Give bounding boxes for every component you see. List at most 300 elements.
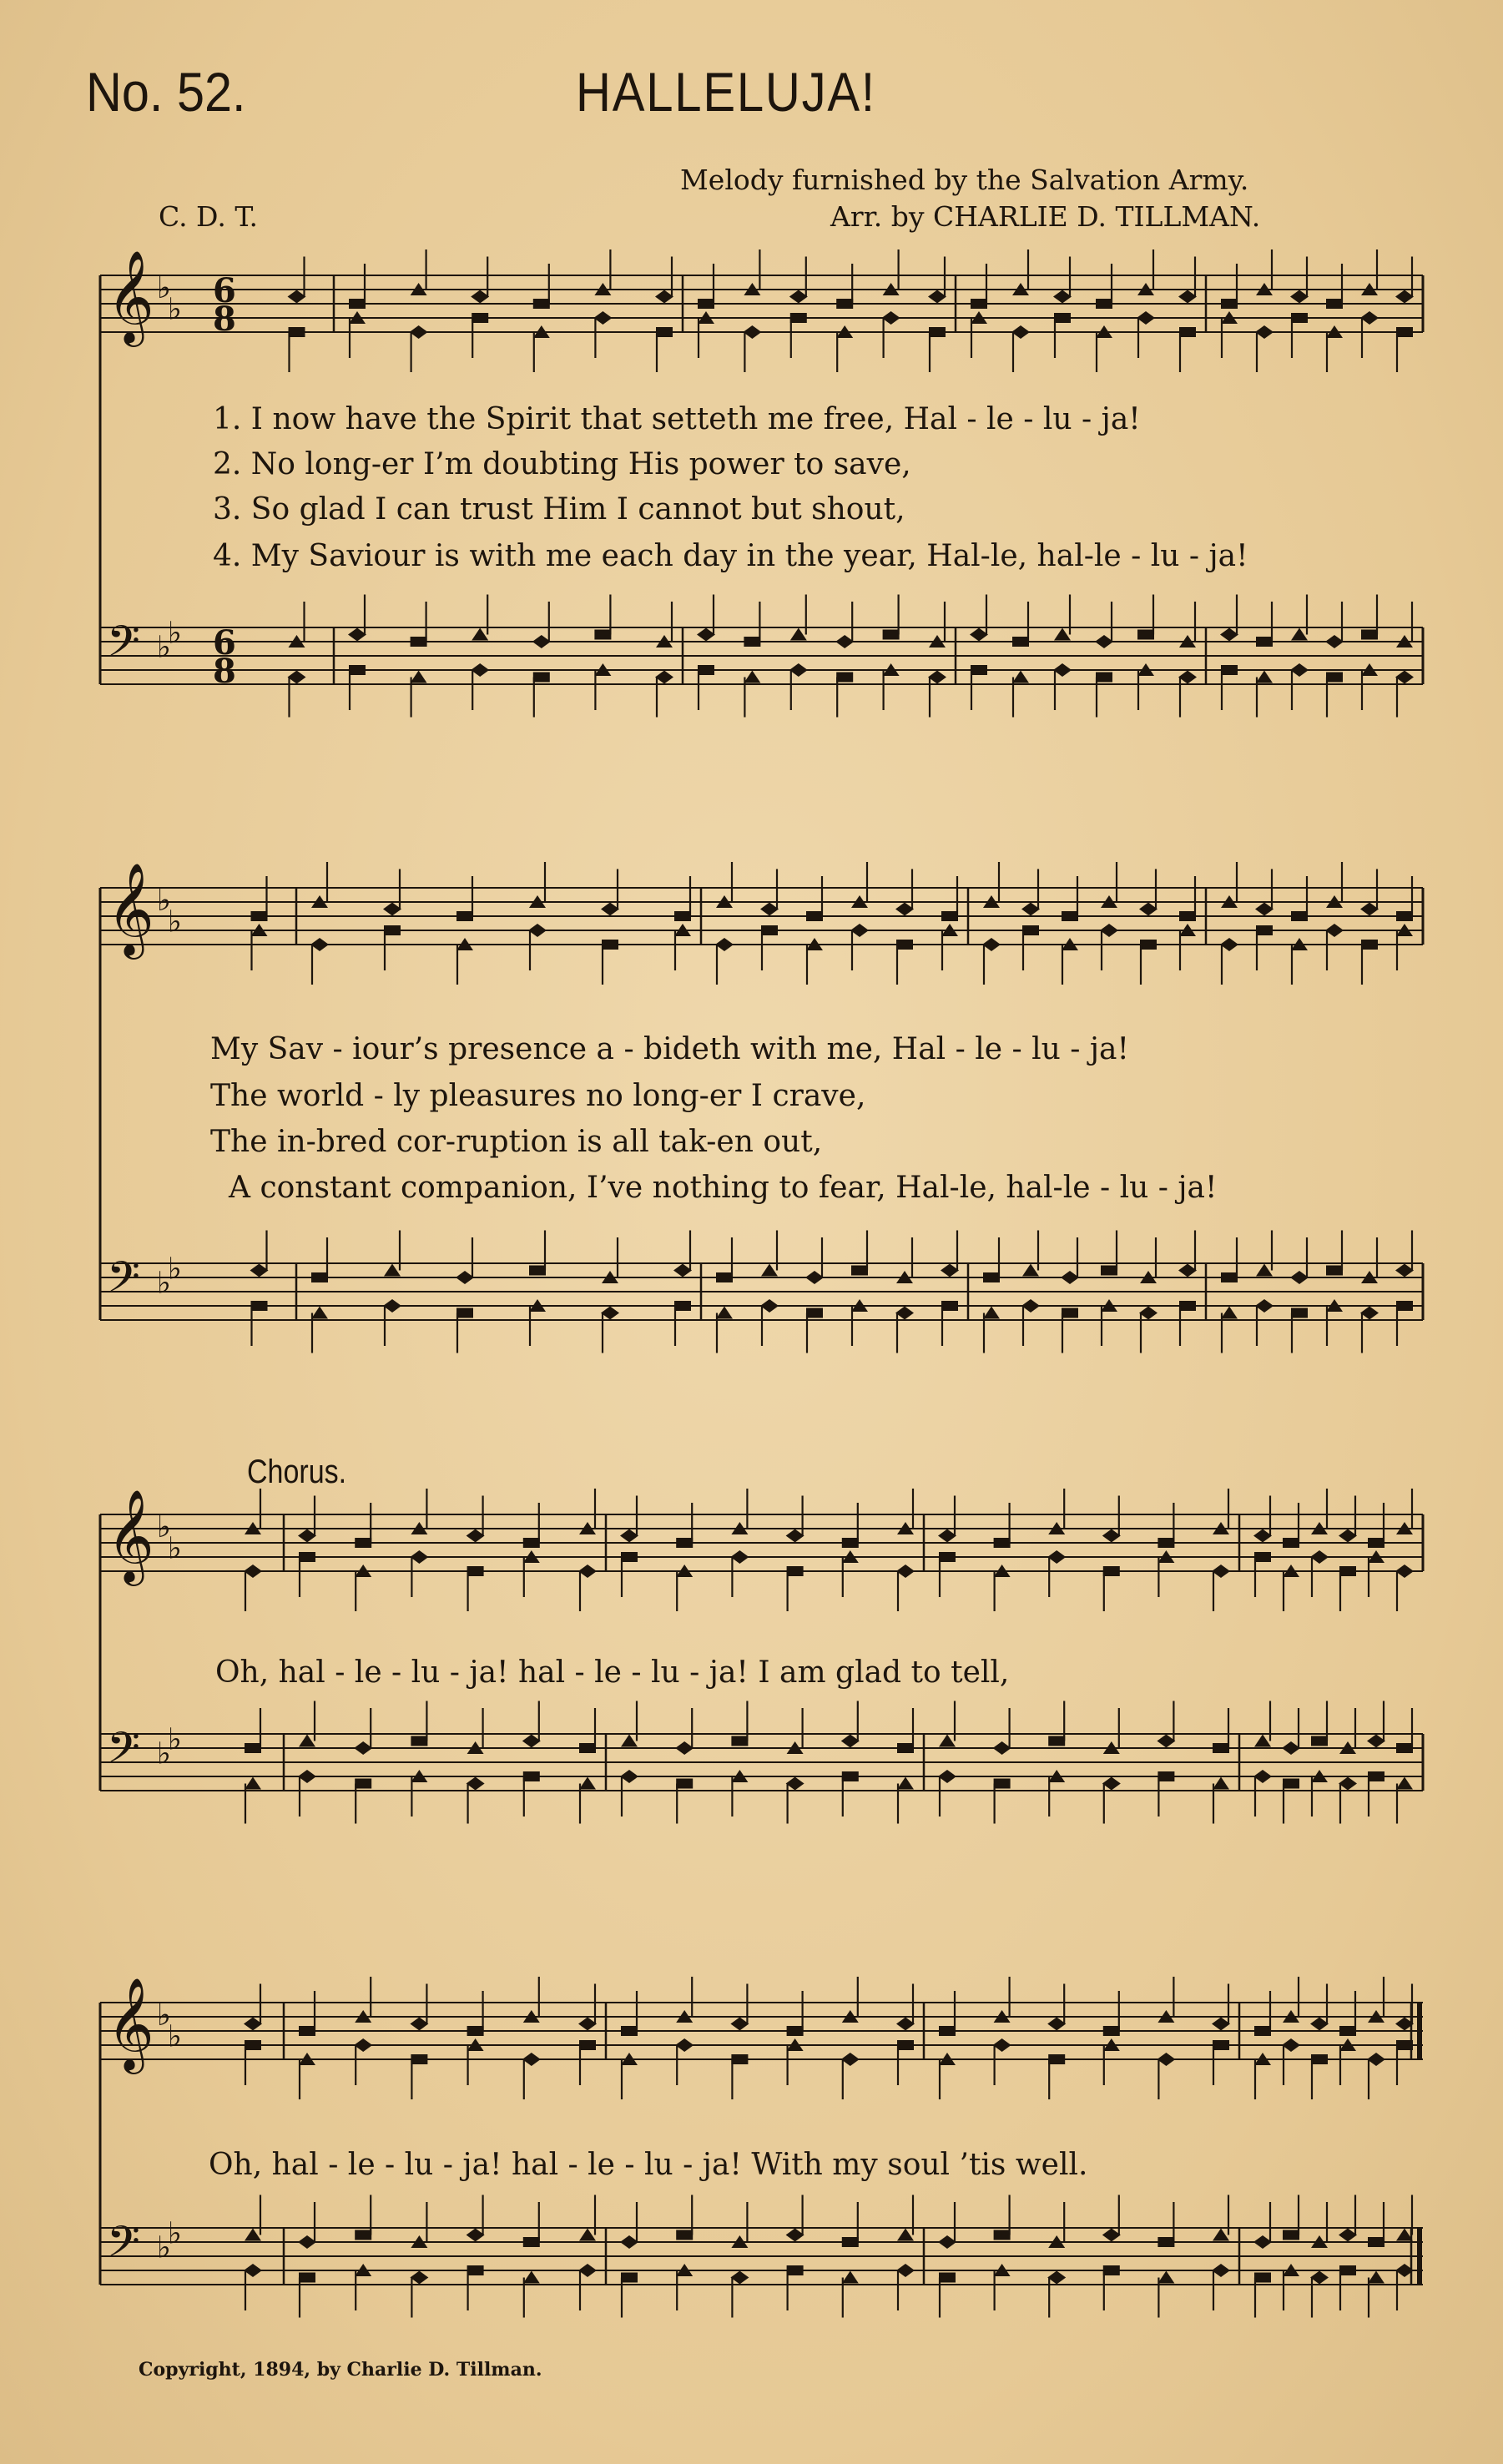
note-head	[1103, 2026, 1120, 2036]
copyright-notice: Copyright, 1894, by Charlie D. Tillman.	[139, 2359, 542, 2381]
note-head	[245, 1777, 261, 1790]
note-head	[1395, 290, 1414, 304]
note-head	[620, 1529, 638, 1543]
note-head	[1368, 2237, 1384, 2247]
note-head	[731, 1736, 748, 1746]
note-head	[971, 299, 987, 309]
note-head	[994, 1779, 1011, 1789]
note-head	[676, 2230, 693, 2240]
note-head	[835, 635, 854, 648]
note-head	[467, 2265, 484, 2275]
note-head	[354, 2038, 372, 2052]
note-head	[842, 2237, 859, 2247]
flat-sign-icon: ♭	[168, 904, 182, 940]
note-head	[299, 2273, 315, 2283]
note-head	[1254, 1735, 1271, 1747]
flat-sign-icon: ♭	[168, 616, 182, 651]
note-head	[1396, 2040, 1413, 2050]
note-head	[620, 2235, 638, 2249]
note-head	[411, 637, 427, 647]
note-head	[1326, 673, 1343, 683]
chorus-label: Chorus.	[247, 1454, 347, 1490]
note-head	[941, 911, 958, 921]
note-head	[1367, 1735, 1385, 1748]
verse-1-line-b: My Sav - iour’s presence a - bideth with me, Hal - le - lu - ja!	[210, 1032, 1129, 1066]
note-head	[929, 327, 946, 337]
note-head	[411, 1736, 427, 1746]
note-head	[522, 1735, 541, 1748]
note-head	[594, 630, 611, 640]
note-head	[1221, 299, 1238, 309]
note-head	[895, 903, 914, 916]
note-head	[456, 1271, 474, 1284]
note-head	[1254, 1552, 1271, 1562]
verse-2-line-b: The world - ly pleasures no long-er I crave,	[210, 1079, 866, 1113]
note-head	[1326, 299, 1343, 309]
note-head	[1178, 290, 1197, 304]
note-head	[1021, 903, 1040, 916]
note-head	[1101, 1266, 1117, 1276]
note-head	[1137, 630, 1154, 640]
note-head	[244, 2018, 262, 2031]
note-head	[1047, 2271, 1066, 2285]
note-head	[349, 665, 366, 675]
note-head	[467, 1529, 485, 1543]
note-head	[1256, 637, 1273, 647]
note-head	[730, 1550, 749, 1564]
note-head	[982, 938, 1001, 951]
note-head	[298, 1770, 316, 1783]
chorus-line-2: Oh, hal - le - lu - ja! hal - le - lu - ja! With my soul ’tis well.	[209, 2148, 1088, 2182]
hymn-number: No. 52.	[86, 61, 246, 123]
note-head	[941, 1301, 958, 1311]
note-head	[1368, 2271, 1384, 2284]
note-head	[384, 1264, 401, 1277]
treble-staff	[100, 2003, 1423, 2059]
note-head	[882, 311, 900, 325]
note-head	[1290, 663, 1309, 677]
note-head	[939, 2026, 956, 2036]
note-head	[730, 2018, 749, 2031]
note-head	[579, 1777, 596, 1790]
flat-sign-icon: ♭	[168, 1252, 182, 1287]
note-head	[655, 671, 673, 684]
note-head	[928, 290, 946, 304]
note-head	[1061, 1271, 1079, 1284]
note-head	[621, 1552, 638, 1562]
time-signature-bottom: 8	[213, 652, 236, 691]
note-head	[1253, 1770, 1272, 1783]
note-head	[1256, 1264, 1273, 1277]
note-head	[1283, 1779, 1299, 1789]
note-head	[1220, 938, 1238, 951]
note-head	[760, 1299, 779, 1313]
note-head	[1139, 1307, 1158, 1320]
note-head	[789, 663, 808, 677]
note-head	[1048, 1736, 1065, 1746]
note-head	[655, 290, 673, 304]
note-head	[1221, 1307, 1238, 1319]
note-head	[1291, 628, 1308, 641]
note-head	[1212, 2264, 1230, 2277]
flat-sign-icon: ♭	[157, 1510, 171, 1544]
note-head	[1255, 903, 1274, 916]
treble-clef-icon: 𝄞	[107, 1489, 154, 1582]
note-head	[528, 924, 547, 937]
note-head	[790, 313, 807, 323]
note-head	[1310, 2271, 1329, 2285]
note-head	[897, 2040, 914, 2050]
note-head	[842, 1538, 859, 1548]
treble-clef-icon: 𝄞	[107, 249, 154, 343]
note-head	[1255, 325, 1274, 339]
note-head	[789, 290, 808, 304]
note-head	[355, 1538, 371, 1548]
note-head	[1360, 903, 1379, 916]
note-head	[467, 1566, 484, 1576]
note-head	[805, 1271, 824, 1284]
note-head	[1310, 2018, 1329, 2031]
note-head	[674, 911, 691, 921]
note-head	[288, 671, 306, 684]
note-head	[836, 673, 853, 683]
note-head	[601, 903, 619, 916]
note-head	[1360, 311, 1379, 325]
note-head	[1360, 1307, 1379, 1320]
note-head	[993, 1741, 1011, 1755]
note-head	[456, 1308, 473, 1318]
flat-sign-icon: ♭	[168, 1531, 182, 1566]
flat-sign-icon: ♭	[157, 884, 171, 918]
note-head	[760, 903, 779, 916]
author-initials: C. D. T.	[159, 200, 258, 233]
note-head	[410, 2271, 428, 2285]
note-head	[983, 1307, 1000, 1319]
note-head	[1102, 1777, 1121, 1791]
flat-sign-icon: ♭	[157, 271, 171, 305]
note-head	[1048, 2054, 1065, 2064]
note-head	[1053, 663, 1072, 677]
note-head	[897, 1777, 914, 1790]
note-head	[244, 2264, 262, 2277]
note-head	[299, 1735, 315, 1747]
note-head	[1022, 925, 1039, 935]
note-head	[938, 1770, 956, 1783]
note-head	[410, 325, 428, 339]
bass-clef-icon: 𝄢	[107, 1252, 140, 1313]
note-head	[1290, 1271, 1309, 1284]
note-head	[579, 2229, 596, 2241]
note-head	[578, 2018, 597, 2031]
time-signature-top: 6	[213, 623, 236, 663]
note-head	[1102, 1529, 1121, 1543]
note-head	[299, 1552, 315, 1562]
note-head	[1220, 628, 1238, 642]
note-head	[298, 1529, 316, 1543]
note-head	[1103, 1566, 1120, 1576]
note-head	[1179, 1301, 1196, 1311]
hymn-title: HALLELUJA!	[576, 61, 876, 123]
note-head	[467, 1777, 485, 1791]
note-head	[1361, 940, 1378, 950]
note-head	[730, 2271, 749, 2285]
note-head	[354, 1741, 372, 1755]
note-head	[1157, 1735, 1175, 1748]
note-head	[806, 1308, 823, 1318]
note-head	[1282, 1741, 1300, 1755]
note-head	[1256, 671, 1273, 683]
note-head	[467, 2229, 485, 2242]
flat-sign-icon: ♭	[157, 1736, 171, 1771]
note-head	[994, 1538, 1011, 1548]
note-head	[1283, 2230, 1299, 2240]
note-head	[1158, 2271, 1174, 2284]
note-head	[471, 663, 489, 677]
note-head	[731, 2054, 748, 2064]
note-head	[523, 1771, 540, 1781]
note-head	[310, 938, 329, 951]
note-head	[716, 1272, 733, 1282]
note-head	[1062, 1308, 1078, 1318]
flat-sign-icon: ♭	[168, 2216, 182, 2251]
note-head	[939, 1735, 956, 1747]
note-head	[410, 1550, 428, 1564]
note-head	[673, 1264, 692, 1277]
note-head	[1253, 1529, 1272, 1543]
note-head	[298, 2235, 316, 2249]
flat-sign-icon: ♭	[157, 1998, 171, 2033]
note-head	[348, 628, 366, 642]
note-head	[1395, 1565, 1414, 1578]
note-head	[1158, 1771, 1174, 1781]
note-head	[842, 1771, 859, 1781]
note-head	[1254, 2026, 1271, 2036]
note-head	[1395, 671, 1414, 684]
note-head	[355, 1779, 371, 1789]
note-head	[1283, 1538, 1299, 1548]
note-head	[1054, 628, 1071, 641]
note-head	[1012, 671, 1029, 683]
note-head	[787, 1566, 804, 1576]
note-head	[601, 1307, 619, 1320]
note-head	[994, 2230, 1011, 2240]
note-head	[529, 1266, 546, 1276]
note-head	[883, 630, 900, 640]
note-head	[786, 1777, 804, 1791]
note-head	[983, 1272, 1000, 1282]
note-head	[1178, 1264, 1197, 1277]
note-head	[1396, 1743, 1413, 1753]
note-head	[411, 671, 427, 683]
flat-sign-icon: ♭	[157, 630, 171, 665]
note-head	[251, 911, 268, 921]
note-head	[456, 911, 473, 921]
note-head	[675, 1741, 693, 1755]
note-head	[384, 925, 401, 935]
note-head	[1179, 911, 1196, 921]
note-head	[620, 1770, 638, 1783]
note-head	[578, 1565, 597, 1578]
note-head	[896, 940, 913, 950]
note-head	[897, 2229, 914, 2241]
note-head	[938, 1529, 956, 1543]
note-head	[311, 1307, 328, 1319]
note-head	[1096, 673, 1112, 683]
note-head	[1311, 1736, 1328, 1746]
note-head	[1396, 1301, 1413, 1311]
verse-3-line-b: The in-bred cor-ruption is all tak-en out,	[210, 1125, 823, 1159]
chorus-line-1: Oh, hal - le - lu - ja! hal - le - lu - ja! I am glad to tell,	[215, 1655, 1010, 1690]
note-head	[383, 1299, 401, 1313]
note-head	[896, 1565, 915, 1578]
note-head	[895, 1307, 914, 1320]
note-head	[744, 637, 760, 647]
note-head	[761, 925, 778, 935]
note-head	[993, 2038, 1011, 2052]
note-head	[1139, 903, 1158, 916]
note-head	[1158, 1538, 1174, 1548]
flat-sign-icon: ♭	[157, 1266, 171, 1301]
note-head	[806, 911, 823, 921]
note-head	[621, 1735, 638, 1747]
note-head	[1053, 290, 1072, 304]
note-head	[1368, 1771, 1384, 1781]
note-head	[288, 290, 306, 304]
note-head	[1256, 925, 1273, 935]
note-head	[1368, 1538, 1384, 1548]
note-head	[1212, 1565, 1230, 1578]
note-head	[938, 2235, 956, 2249]
note-head	[472, 628, 488, 641]
note-head	[676, 1538, 693, 1548]
note-head	[743, 325, 761, 339]
note-head	[836, 299, 853, 309]
note-head	[467, 2026, 484, 2036]
note-head	[1396, 327, 1413, 337]
verse-2-line-a: 2. No long-er I’m doubting His power to save,	[213, 447, 911, 481]
note-head	[1290, 290, 1309, 304]
note-head	[522, 2053, 541, 2066]
bass-clef-icon: 𝄢	[107, 616, 140, 677]
note-head	[472, 313, 488, 323]
note-head	[851, 1266, 868, 1276]
note-head	[578, 2264, 597, 2277]
note-head	[533, 673, 550, 683]
note-head	[1339, 1529, 1357, 1543]
note-head	[602, 940, 618, 950]
note-head	[1047, 2018, 1066, 2031]
note-head	[841, 1735, 860, 1748]
note-head	[383, 903, 401, 916]
verse-3-line-a: 3. So glad I can trust Him I cannot but shout,	[213, 492, 905, 527]
note-head	[675, 2038, 693, 2052]
note-head	[1179, 327, 1196, 337]
note-head	[1254, 2273, 1271, 2283]
treble-staff	[100, 1514, 1423, 1571]
time-signature-bottom: 8	[213, 300, 236, 339]
note-head	[1395, 1264, 1414, 1277]
note-head	[786, 1529, 804, 1543]
note-head	[251, 1301, 268, 1311]
note-head	[761, 1264, 778, 1277]
note-head	[579, 2040, 596, 2050]
note-head	[1339, 1777, 1357, 1791]
note-head	[1326, 1266, 1343, 1276]
note-head	[928, 671, 946, 684]
note-head	[970, 628, 988, 642]
note-head	[1367, 2053, 1385, 2066]
note-head	[1291, 911, 1308, 921]
note-head	[744, 671, 760, 683]
note-head	[250, 1264, 269, 1277]
note-head	[523, 2271, 540, 2284]
note-head	[674, 1301, 691, 1311]
treble-clef-icon: 𝄞	[107, 862, 154, 955]
note-head	[621, 2273, 638, 2283]
note-head	[896, 2264, 915, 2277]
bass-clef-icon: 𝄢	[107, 2216, 140, 2277]
note-head	[897, 1743, 914, 1753]
flat-sign-icon: ♭	[168, 1722, 182, 1757]
note-head	[841, 2053, 860, 2066]
melody-credit: Melody furnished by the Salvation Army.	[680, 164, 1249, 196]
note-head	[245, 2040, 261, 2050]
note-head	[593, 311, 612, 325]
note-head	[896, 2018, 915, 2031]
note-head	[1291, 1308, 1308, 1318]
note-head	[244, 1565, 262, 1578]
note-head	[941, 1264, 959, 1277]
note-head	[1213, 1777, 1229, 1790]
note-head	[532, 635, 551, 648]
note-head	[1212, 2018, 1230, 2031]
note-head	[245, 2229, 261, 2241]
note-head	[1213, 2229, 1229, 2241]
note-head	[245, 1743, 261, 1753]
note-head	[289, 327, 305, 337]
note-head	[1282, 2038, 1300, 2052]
note-head	[1325, 924, 1344, 937]
time-signature-top: 6	[213, 271, 236, 310]
note-head	[1102, 2229, 1121, 2242]
note-head	[621, 2026, 638, 2036]
note-head	[698, 665, 714, 675]
note-head	[311, 1272, 328, 1282]
verse-1-line-a: 1. I now have the Spirit that setteth me free, Hal - le - lu - ja!	[213, 402, 1141, 436]
note-head	[355, 2230, 371, 2240]
note-head	[939, 2273, 956, 2283]
flat-sign-icon: ♭	[168, 2019, 182, 2054]
note-head	[850, 924, 869, 937]
note-head	[1339, 1566, 1356, 1576]
note-head	[656, 327, 673, 337]
note-head	[1095, 635, 1113, 648]
verse-4-line-b: A constant companion, I’ve nothing to fear, Hal-le, hal-le - lu - ja!	[229, 1171, 1218, 1205]
note-head	[1100, 924, 1118, 937]
note-head	[787, 2265, 804, 2275]
note-head	[1140, 940, 1157, 950]
bass-clef-icon: 𝄢	[107, 1722, 140, 1783]
arranger-credit: Arr. by CHARLIE D. TILLMAN.	[830, 200, 1261, 233]
bass-staff	[100, 1734, 1423, 1791]
note-head	[1255, 1299, 1274, 1313]
note-head	[349, 299, 366, 309]
flat-sign-icon: ♭	[168, 292, 182, 327]
note-head	[471, 290, 489, 304]
note-head	[790, 628, 807, 641]
verse-4-line-a: 4. My Saviour is with me each day in the year, Hal-le, hal-le - lu - ja!	[213, 539, 1248, 573]
note-head	[1062, 911, 1078, 921]
